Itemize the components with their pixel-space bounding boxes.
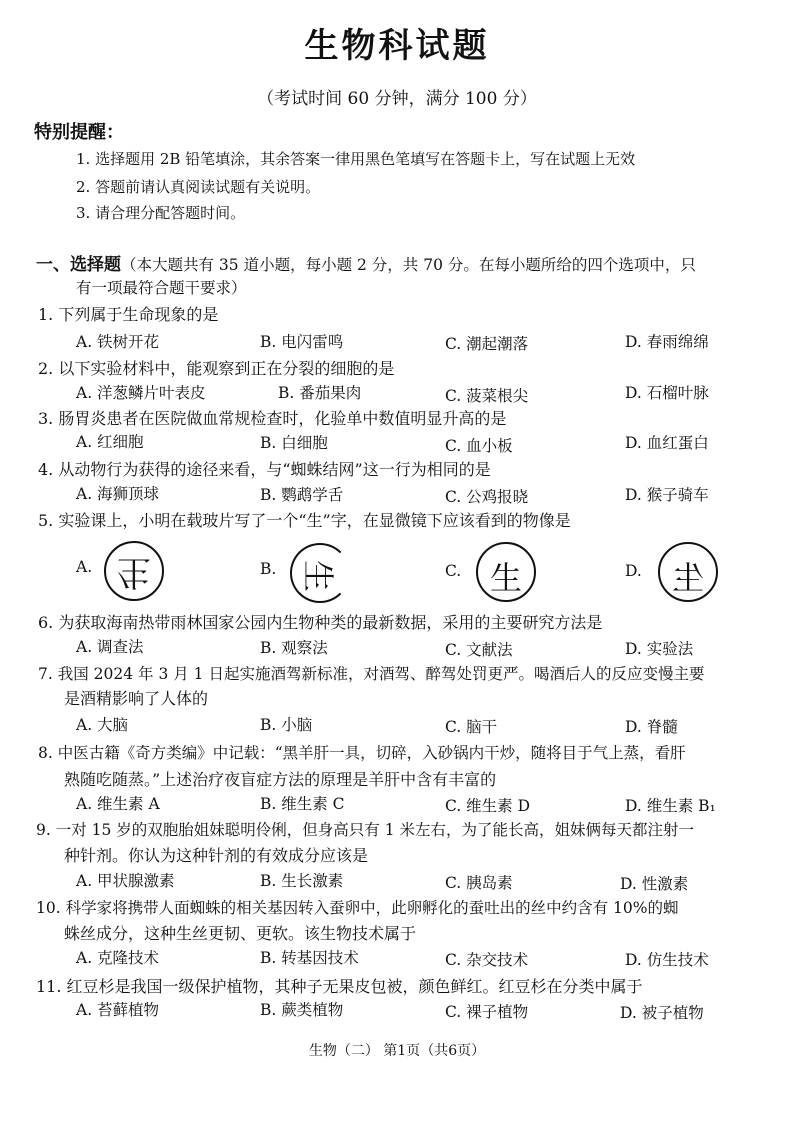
option-a: A. 洋葱鳞片叶表皮 bbox=[76, 384, 206, 402]
option-a: A. 大脑 bbox=[76, 716, 129, 734]
option-d: D. 被子植物 bbox=[620, 1004, 704, 1022]
option-c: C. 潮起潮落 bbox=[445, 335, 529, 353]
notice-item: 2. 答题前请认真阅读试题有关说明。 bbox=[76, 178, 321, 196]
option-c: C. 脑干 bbox=[445, 718, 498, 736]
option-b: B. 鹦鹉学舌 bbox=[260, 486, 344, 504]
option-c: C. 杂交技术 bbox=[445, 951, 529, 969]
option-b: B. 电闪雷鸣 bbox=[260, 333, 344, 351]
option-b: B. bbox=[260, 560, 277, 578]
glyph-c: 生 bbox=[489, 559, 522, 597]
option-c: C. bbox=[445, 562, 462, 580]
option-b: B. 番茄果肉 bbox=[278, 384, 362, 402]
question-stem: 9. 一对 15 岁的双胞胎姐妹聪明伶俐，但身高只有 1 米左右，为了能长高，姐妹俩每天都注射一 bbox=[36, 821, 695, 839]
option-c: C. 公鸡报晓 bbox=[445, 488, 529, 506]
question-stem: 1. 下列属于生命现象的是 bbox=[38, 305, 219, 324]
glyph-b: 生 bbox=[299, 559, 337, 592]
option-d: D. 维生素 B₁ bbox=[625, 797, 716, 815]
page-title: 生物科试题 bbox=[304, 26, 490, 66]
option-b: B. 白细胞 bbox=[260, 434, 328, 452]
option-d: D. 脊髓 bbox=[625, 718, 678, 736]
page-footer: 生物（二） 第1页（共6页） bbox=[308, 1043, 486, 1059]
question-stem: 7. 我国 2024 年 3 月 1 日起实施酒驾新标准，对酒驾、醉驾处罚更严。喝酒后人的反应变慢主要 bbox=[38, 665, 705, 683]
notice-heading: 特别提醒： bbox=[34, 122, 124, 143]
glyph-circle-c bbox=[476, 542, 536, 602]
question-stem: 5. 实验课上，小明在载玻片写了一个“生”字，在显微镜下应该看到的物像是 bbox=[38, 511, 571, 530]
option-d: D. 春雨绵绵 bbox=[625, 333, 709, 351]
option-c: C. 裸子植物 bbox=[445, 1003, 529, 1021]
option-a: A. bbox=[76, 558, 93, 576]
notice-item: 1. 选择题用 2B 铅笔填涂，其余答案一律用黑色笔填写在答题卡上，写在试题上无效 bbox=[76, 150, 636, 168]
glyph-d: 生 bbox=[672, 559, 705, 597]
option-a: A. 维生素 A bbox=[76, 795, 160, 813]
option-a: A. 苔藓植物 bbox=[76, 1001, 160, 1019]
option-d: D. bbox=[625, 562, 642, 580]
option-c: C. 维生素 D bbox=[445, 797, 531, 815]
option-c: C. 菠菜根尖 bbox=[445, 387, 529, 405]
question-stem: 6. 为获取海南热带雨林国家公园内生物种类的最新数据，采用的主要研究方法是 bbox=[38, 613, 603, 632]
option-a: A. 红细胞 bbox=[76, 433, 144, 451]
question-stem: 3. 肠胃炎患者在医院做血常规检查时，化验单中数值明显升高的是 bbox=[38, 409, 507, 428]
option-d: D. 石榴叶脉 bbox=[625, 384, 709, 402]
question-stem: 4. 从动物行为获得的途径来看，与“蜘蛛结网”这一行为相同的是 bbox=[38, 460, 491, 479]
question-stem: 10. 科学家将携带人面蜘蛛的相关基因转入蚕卵中，此卵孵化的蚕吐出的丝中约含有 10%的蜘 bbox=[36, 899, 679, 917]
option-b: B. 观察法 bbox=[260, 639, 328, 657]
question-stem: 8. 中医古籍《奇方类编》中记载：“黑羊肝一具，切碎，入砂锅内干炒，随将目于气上蒸，看肝 bbox=[38, 744, 686, 762]
option-b: B. 生长激素 bbox=[260, 872, 344, 890]
option-a: A. 克隆技术 bbox=[76, 949, 160, 967]
option-a: A. 调查法 bbox=[76, 638, 144, 656]
option-d: D. 猴子骑车 bbox=[625, 486, 709, 504]
option-b: B. 维生素 C bbox=[260, 795, 345, 813]
section-heading bbox=[36, 250, 696, 275]
option-b: B. 蕨类植物 bbox=[260, 1001, 344, 1019]
option-d: D. 仿生技术 bbox=[625, 951, 709, 969]
glyph-circle-b bbox=[290, 543, 350, 603]
glyph-circle-a bbox=[104, 541, 164, 601]
question-stem: 11. 红豆杉是我国一级保护植物，其种子无果皮包被，颜色鲜红。红豆杉在分类中属于 bbox=[36, 977, 643, 996]
option-d: D. 血红蛋白 bbox=[625, 434, 709, 452]
glyph-circle-d bbox=[658, 542, 718, 602]
section-description-cont: 有一项最符合题干要求） bbox=[76, 279, 247, 297]
question-stem-cont: 种针剂。你认为这种针剂的有效成分应该是 bbox=[64, 846, 369, 865]
option-c: C. 胰岛素 bbox=[445, 874, 513, 892]
option-a: A. 铁树开花 bbox=[76, 333, 160, 351]
question-stem-cont: 蛛丝成分，这种生丝更韧、更软。该生物技术属于 bbox=[64, 924, 417, 943]
option-a: A. 海狮顶球 bbox=[76, 485, 160, 503]
section-title: 一、选择题 bbox=[36, 255, 121, 275]
question-stem: 2. 以下实验材料中，能观察到正在分裂的细胞的是 bbox=[38, 359, 395, 378]
exam-duration: （考试时间 60 分钟，满分 100 分） bbox=[257, 89, 537, 109]
option-c: C. 文献法 bbox=[445, 641, 513, 659]
question-stem-cont: 是酒精影响了人体的 bbox=[64, 689, 209, 708]
notice-item: 3. 请合理分配答题时间。 bbox=[76, 204, 246, 222]
glyph-a: 生 bbox=[117, 552, 151, 592]
option-c: C. 血小板 bbox=[445, 437, 513, 455]
option-d: D. 实验法 bbox=[625, 640, 694, 658]
option-d: D. 性激素 bbox=[620, 875, 689, 893]
option-b: B. 转基因技术 bbox=[260, 949, 359, 967]
option-b: B. 小脑 bbox=[260, 716, 313, 734]
section-description: （本大题共有 35 道小题，每小题 2 分，共 70 分。在每小题所给的四个选项中，只 bbox=[121, 256, 696, 274]
option-a: A. 甲状腺激素 bbox=[76, 872, 175, 890]
question-stem-cont: 熟随吃随蒸。”上述治疗夜盲症方法的原理是羊肝中含有丰富的 bbox=[64, 770, 497, 789]
